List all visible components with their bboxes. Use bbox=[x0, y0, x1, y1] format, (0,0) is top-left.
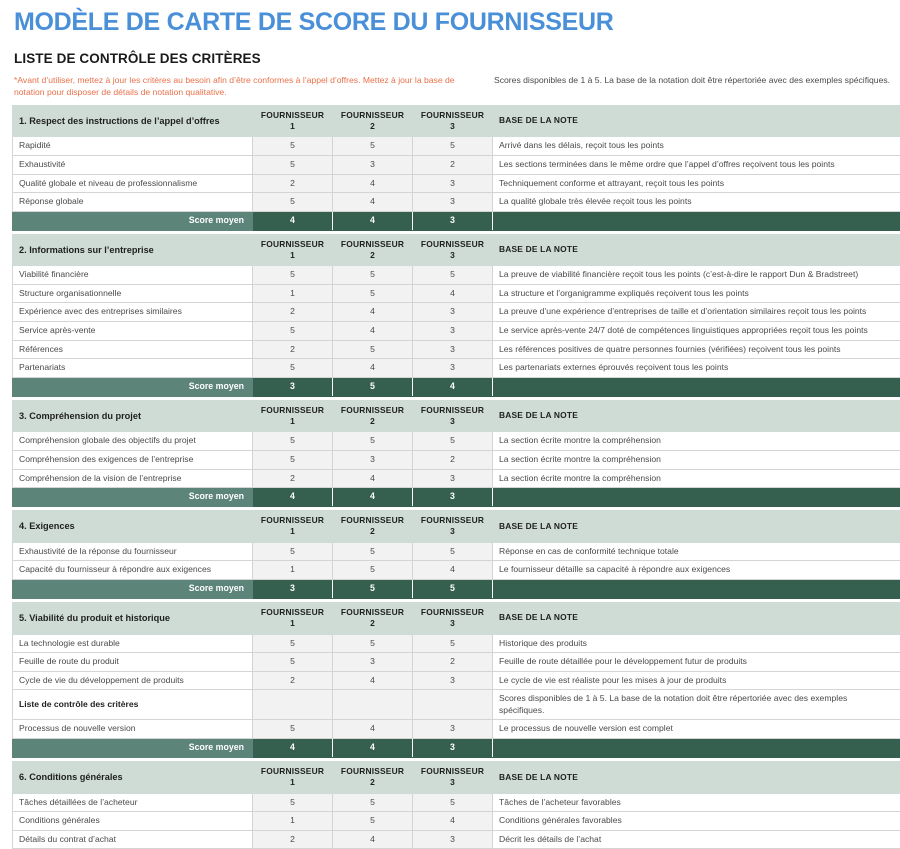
basis-text: La preuve de viabilité financière reçoit tous les points (c’est-à-dire le rapport Dun & Bradstreet) bbox=[493, 266, 900, 285]
average-score-vendor-2: 4 bbox=[333, 739, 413, 758]
score-vendor-1[interactable]: 2 bbox=[253, 830, 333, 849]
criterion-label: Références bbox=[13, 340, 253, 359]
table-row bbox=[13, 671, 900, 690]
criterion-label: Qualité globale et niveau de professionnalisme bbox=[13, 174, 253, 193]
average-score-vendor-3: 5 bbox=[413, 579, 493, 598]
score-vendor-3[interactable]: 2 bbox=[413, 155, 493, 174]
average-score-vendor-1: 4 bbox=[253, 488, 333, 507]
basis-text: Le processus de nouvelle version est complet bbox=[493, 720, 900, 739]
score-vendor-1[interactable]: 5 bbox=[253, 193, 333, 212]
score-vendor-2[interactable]: 5 bbox=[333, 542, 413, 561]
column-header-vendor-2: FOURNISSEUR 2 bbox=[333, 400, 413, 432]
basis-text: Tâches de l’acheteur favorables bbox=[493, 793, 900, 812]
score-vendor-1[interactable] bbox=[253, 690, 333, 720]
column-header-vendor-3: FOURNISSEUR 3 bbox=[413, 105, 493, 137]
basis-text: Décrit les détails de l’achat bbox=[493, 830, 900, 849]
table-row bbox=[13, 174, 900, 193]
score-vendor-1[interactable]: 2 bbox=[253, 303, 333, 322]
average-score-label: Score moyen bbox=[13, 377, 253, 396]
basis-text: Historique des produits bbox=[493, 634, 900, 653]
criterion-label: Exhaustivité bbox=[13, 155, 253, 174]
basis-text: Le service après-vente 24/7 doté de compétences linguistiques appropriées reçoit tous les points bbox=[493, 322, 900, 341]
page-subtitle: LISTE DE CONTRÔLE DES CRITÈRES bbox=[14, 51, 894, 66]
section-title: 3. Compréhension du projet bbox=[13, 400, 253, 432]
average-score-blank bbox=[493, 488, 900, 507]
score-vendor-1[interactable]: 1 bbox=[253, 284, 333, 303]
average-score-blank bbox=[493, 377, 900, 396]
criterion-label: Compréhension des exigences de l’entreprise bbox=[13, 451, 253, 470]
section-title: 6. Conditions générales bbox=[13, 761, 253, 793]
score-vendor-1[interactable]: 5 bbox=[253, 432, 333, 451]
table-row bbox=[13, 432, 900, 451]
criterion-label: Expérience avec des entreprises similaires bbox=[13, 303, 253, 322]
column-header-basis: BASE DE LA NOTE bbox=[493, 400, 900, 432]
basis-text: Les sections terminées dans le même ordre que l’appel d’offres reçoivent tous les points bbox=[493, 155, 900, 174]
column-header-basis: BASE DE LA NOTE bbox=[493, 761, 900, 793]
basis-text: La section écrite montre la compréhension bbox=[493, 432, 900, 451]
section-title: 2. Informations sur l’entreprise bbox=[13, 234, 253, 266]
score-vendor-3[interactable]: 3 bbox=[413, 359, 493, 378]
section-header-row bbox=[13, 400, 900, 432]
score-vendor-2[interactable]: 5 bbox=[333, 634, 413, 653]
score-vendor-2[interactable] bbox=[333, 690, 413, 720]
score-vendor-2[interactable]: 4 bbox=[333, 720, 413, 739]
criterion-label: Exhaustivité de la réponse du fournisseur bbox=[13, 542, 253, 561]
table-row bbox=[13, 193, 900, 212]
scorecard-table bbox=[12, 105, 900, 849]
basis-text: Arrivé dans les délais, reçoit tous les points bbox=[493, 137, 900, 156]
column-header-vendor-1: FOURNISSEUR 1 bbox=[253, 511, 333, 543]
column-header-vendor-3: FOURNISSEUR 3 bbox=[413, 234, 493, 266]
score-vendor-3[interactable]: 5 bbox=[413, 266, 493, 285]
criterion-label: Tâches détaillées de l’acheteur bbox=[13, 793, 253, 812]
average-score-label: Score moyen bbox=[13, 739, 253, 758]
basis-text: Les partenariats externes éprouvés reçoivent tous les points bbox=[493, 359, 900, 378]
criterion-label: Détails du contrat d’achat bbox=[13, 830, 253, 849]
basis-text: Le fournisseur détaille sa capacité à répondre aux exigences bbox=[493, 561, 900, 580]
score-vendor-3[interactable]: 3 bbox=[413, 322, 493, 341]
score-vendor-3[interactable]: 3 bbox=[413, 303, 493, 322]
criterion-label: Feuille de route du produit bbox=[13, 653, 253, 672]
score-vendor-2[interactable]: 3 bbox=[333, 451, 413, 470]
score-vendor-2[interactable]: 4 bbox=[333, 671, 413, 690]
score-vendor-3[interactable]: 3 bbox=[413, 720, 493, 739]
average-score-row bbox=[13, 377, 900, 396]
average-score-vendor-3: 4 bbox=[413, 377, 493, 396]
intro-notes bbox=[14, 74, 894, 99]
column-header-vendor-2: FOURNISSEUR 2 bbox=[333, 761, 413, 793]
table-row bbox=[13, 634, 900, 653]
basis-text: Le cycle de vie est réaliste pour les mises à jour de produits bbox=[493, 671, 900, 690]
score-vendor-3[interactable]: 3 bbox=[413, 671, 493, 690]
score-vendor-2[interactable]: 5 bbox=[333, 432, 413, 451]
section-header-row bbox=[13, 234, 900, 266]
table-row bbox=[13, 359, 900, 378]
average-score-blank bbox=[493, 739, 900, 758]
table-row bbox=[13, 137, 900, 156]
score-vendor-2[interactable]: 5 bbox=[333, 561, 413, 580]
column-header-vendor-3: FOURNISSEUR 3 bbox=[413, 602, 493, 634]
score-vendor-2[interactable]: 5 bbox=[333, 137, 413, 156]
score-vendor-1[interactable]: 1 bbox=[253, 561, 333, 580]
table-row bbox=[13, 322, 900, 341]
score-vendor-1[interactable]: 5 bbox=[253, 542, 333, 561]
average-score-vendor-3: 3 bbox=[413, 211, 493, 230]
table-row bbox=[13, 793, 900, 812]
score-vendor-2[interactable]: 5 bbox=[333, 266, 413, 285]
basis-text: La structure et l’organigramme expliqués reçoivent tous les points bbox=[493, 284, 900, 303]
score-vendor-3[interactable]: 5 bbox=[413, 137, 493, 156]
average-score-vendor-1: 4 bbox=[253, 739, 333, 758]
table-row bbox=[13, 303, 900, 322]
column-header-vendor-3: FOURNISSEUR 3 bbox=[413, 761, 493, 793]
score-vendor-1[interactable]: 2 bbox=[253, 340, 333, 359]
column-header-vendor-2: FOURNISSEUR 2 bbox=[333, 511, 413, 543]
column-header-vendor-1: FOURNISSEUR 1 bbox=[253, 400, 333, 432]
score-vendor-3[interactable]: 5 bbox=[413, 634, 493, 653]
basis-text: La section écrite montre la compréhension bbox=[493, 469, 900, 488]
scorecard-page bbox=[0, 8, 900, 728]
score-vendor-1[interactable]: 5 bbox=[253, 266, 333, 285]
section-title: 1. Respect des instructions de l’appel d’offres bbox=[13, 105, 253, 137]
score-vendor-1[interactable]: 5 bbox=[253, 451, 333, 470]
criterion-label: Compréhension de la vision de l’entreprise bbox=[13, 469, 253, 488]
column-header-basis: BASE DE LA NOTE bbox=[493, 105, 900, 137]
score-vendor-3[interactable]: 3 bbox=[413, 193, 493, 212]
scorecard-body bbox=[13, 105, 900, 849]
column-header-vendor-1: FOURNISSEUR 1 bbox=[253, 761, 333, 793]
table-row bbox=[13, 561, 900, 580]
scoring-note: Scores disponibles de 1 à 5. La base de la notation doit être répertoriée avec des exemples spécifiques. bbox=[486, 74, 894, 99]
criterion-label: Réponse globale bbox=[13, 193, 253, 212]
score-vendor-2[interactable]: 4 bbox=[333, 303, 413, 322]
column-header-basis: BASE DE LA NOTE bbox=[493, 602, 900, 634]
section-header-row bbox=[13, 761, 900, 793]
average-score-vendor-2: 5 bbox=[333, 579, 413, 598]
section-title: 5. Viabilité du produit et historique bbox=[13, 602, 253, 634]
average-score-row bbox=[13, 579, 900, 598]
average-score-row bbox=[13, 488, 900, 507]
average-score-label: Score moyen bbox=[13, 211, 253, 230]
table-row bbox=[13, 542, 900, 561]
score-vendor-2[interactable]: 3 bbox=[333, 155, 413, 174]
column-header-vendor-2: FOURNISSEUR 2 bbox=[333, 234, 413, 266]
criterion-label: La technologie est durable bbox=[13, 634, 253, 653]
basis-text: Les références positives de quatre personnes fournies (vérifiées) reçoivent tous les points bbox=[493, 340, 900, 359]
column-header-vendor-1: FOURNISSEUR 1 bbox=[253, 602, 333, 634]
score-vendor-3[interactable] bbox=[413, 690, 493, 720]
score-vendor-2[interactable]: 5 bbox=[333, 340, 413, 359]
score-vendor-1[interactable]: 2 bbox=[253, 469, 333, 488]
table-row bbox=[13, 266, 900, 285]
table-row bbox=[13, 690, 900, 720]
column-header-basis: BASE DE LA NOTE bbox=[493, 511, 900, 543]
criterion-label: Rapidité bbox=[13, 137, 253, 156]
section-header-row bbox=[13, 511, 900, 543]
section-header-row bbox=[13, 602, 900, 634]
table-row bbox=[13, 451, 900, 470]
column-header-vendor-1: FOURNISSEUR 1 bbox=[253, 234, 333, 266]
score-vendor-2[interactable]: 4 bbox=[333, 469, 413, 488]
section-header-row bbox=[13, 105, 900, 137]
basis-text: Scores disponibles de 1 à 5. La base de la notation doit être répertoriée avec des exemples spécifiques. bbox=[493, 690, 900, 720]
score-vendor-3[interactable]: 4 bbox=[413, 561, 493, 580]
column-header-vendor-1: FOURNISSEUR 1 bbox=[253, 105, 333, 137]
average-score-blank bbox=[493, 579, 900, 598]
table-row bbox=[13, 155, 900, 174]
average-score-vendor-2: 4 bbox=[333, 211, 413, 230]
score-vendor-1[interactable]: 5 bbox=[253, 359, 333, 378]
score-vendor-1[interactable]: 1 bbox=[253, 812, 333, 831]
score-vendor-1[interactable]: 2 bbox=[253, 671, 333, 690]
score-vendor-3[interactable]: 3 bbox=[413, 469, 493, 488]
table-row bbox=[13, 469, 900, 488]
basis-text: La qualité globale très élevée reçoit tous les points bbox=[493, 193, 900, 212]
score-vendor-1[interactable]: 5 bbox=[253, 653, 333, 672]
page-title: MODÈLE DE CARTE DE SCORE DU FOURNISSEUR bbox=[14, 8, 894, 37]
score-vendor-2[interactable]: 5 bbox=[333, 793, 413, 812]
score-vendor-3[interactable]: 4 bbox=[413, 284, 493, 303]
average-score-vendor-2: 5 bbox=[333, 377, 413, 396]
basis-text: La section écrite montre la compréhension bbox=[493, 451, 900, 470]
score-vendor-2[interactable]: 5 bbox=[333, 284, 413, 303]
table-row bbox=[13, 830, 900, 849]
criterion-label: Structure organisationnelle bbox=[13, 284, 253, 303]
score-vendor-1[interactable]: 5 bbox=[253, 322, 333, 341]
average-score-vendor-1: 3 bbox=[253, 377, 333, 396]
score-vendor-1[interactable]: 5 bbox=[253, 155, 333, 174]
average-score-row bbox=[13, 211, 900, 230]
criterion-label: Processus de nouvelle version bbox=[13, 720, 253, 739]
basis-text: Feuille de route détaillée pour le développement futur de produits bbox=[493, 653, 900, 672]
basis-text: Techniquement conforme et attrayant, reçoit tous les points bbox=[493, 174, 900, 193]
column-header-basis: BASE DE LA NOTE bbox=[493, 234, 900, 266]
average-score-vendor-3: 3 bbox=[413, 739, 493, 758]
criterion-label: Compréhension globale des objectifs du projet bbox=[13, 432, 253, 451]
column-header-vendor-3: FOURNISSEUR 3 bbox=[413, 511, 493, 543]
average-score-vendor-1: 4 bbox=[253, 211, 333, 230]
criterion-label: Partenariats bbox=[13, 359, 253, 378]
score-vendor-3[interactable]: 5 bbox=[413, 432, 493, 451]
column-header-vendor-2: FOURNISSEUR 2 bbox=[333, 602, 413, 634]
score-vendor-3[interactable]: 3 bbox=[413, 340, 493, 359]
basis-text: Réponse en cas de conformité technique totale bbox=[493, 542, 900, 561]
score-vendor-3[interactable]: 4 bbox=[413, 812, 493, 831]
section-title: 4. Exigences bbox=[13, 511, 253, 543]
score-vendor-3[interactable]: 2 bbox=[413, 653, 493, 672]
table-row bbox=[13, 284, 900, 303]
score-vendor-1[interactable]: 5 bbox=[253, 137, 333, 156]
score-vendor-2[interactable]: 4 bbox=[333, 193, 413, 212]
score-vendor-2[interactable]: 4 bbox=[333, 322, 413, 341]
table-row bbox=[13, 812, 900, 831]
score-vendor-3[interactable]: 3 bbox=[413, 174, 493, 193]
criterion-label: Conditions générales bbox=[13, 812, 253, 831]
score-vendor-2[interactable]: 4 bbox=[333, 359, 413, 378]
score-vendor-3[interactable]: 5 bbox=[413, 793, 493, 812]
basis-text: La preuve d’une expérience d’entreprises de taille et d’orientation similaires reçoit tous les points bbox=[493, 303, 900, 322]
column-header-vendor-3: FOURNISSEUR 3 bbox=[413, 400, 493, 432]
table-row bbox=[13, 653, 900, 672]
criterion-label: Capacité du fournisseur à répondre aux exigences bbox=[13, 561, 253, 580]
column-header-vendor-2: FOURNISSEUR 2 bbox=[333, 105, 413, 137]
average-score-row bbox=[13, 739, 900, 758]
average-score-blank bbox=[493, 211, 900, 230]
average-score-vendor-1: 3 bbox=[253, 579, 333, 598]
score-vendor-1[interactable]: 5 bbox=[253, 793, 333, 812]
basis-text: Conditions générales favorables bbox=[493, 812, 900, 831]
average-score-vendor-3: 3 bbox=[413, 488, 493, 507]
score-vendor-1[interactable]: 5 bbox=[253, 720, 333, 739]
criterion-label: Liste de contrôle des critères bbox=[13, 690, 253, 720]
score-vendor-3[interactable]: 3 bbox=[413, 830, 493, 849]
criterion-label: Viabilité financière bbox=[13, 266, 253, 285]
score-vendor-1[interactable]: 2 bbox=[253, 174, 333, 193]
table-row bbox=[13, 720, 900, 739]
score-vendor-3[interactable]: 2 bbox=[413, 451, 493, 470]
average-score-label: Score moyen bbox=[13, 579, 253, 598]
instruction-note: *Avant d’utiliser, mettez à jour les critères au besoin afin d’être conformes à l’appel d’offres. Mettez à jour la base de notation pour disposer de détails de notation qualitative. bbox=[14, 74, 486, 99]
average-score-label: Score moyen bbox=[13, 488, 253, 507]
score-vendor-2[interactable]: 4 bbox=[333, 830, 413, 849]
criterion-label: Cycle de vie du développement de produits bbox=[13, 671, 253, 690]
table-row bbox=[13, 340, 900, 359]
score-vendor-2[interactable]: 4 bbox=[333, 174, 413, 193]
score-vendor-2[interactable]: 3 bbox=[333, 653, 413, 672]
score-vendor-1[interactable]: 5 bbox=[253, 634, 333, 653]
average-score-vendor-2: 4 bbox=[333, 488, 413, 507]
score-vendor-3[interactable]: 5 bbox=[413, 542, 493, 561]
criterion-label: Service après-vente bbox=[13, 322, 253, 341]
score-vendor-2[interactable]: 5 bbox=[333, 812, 413, 831]
